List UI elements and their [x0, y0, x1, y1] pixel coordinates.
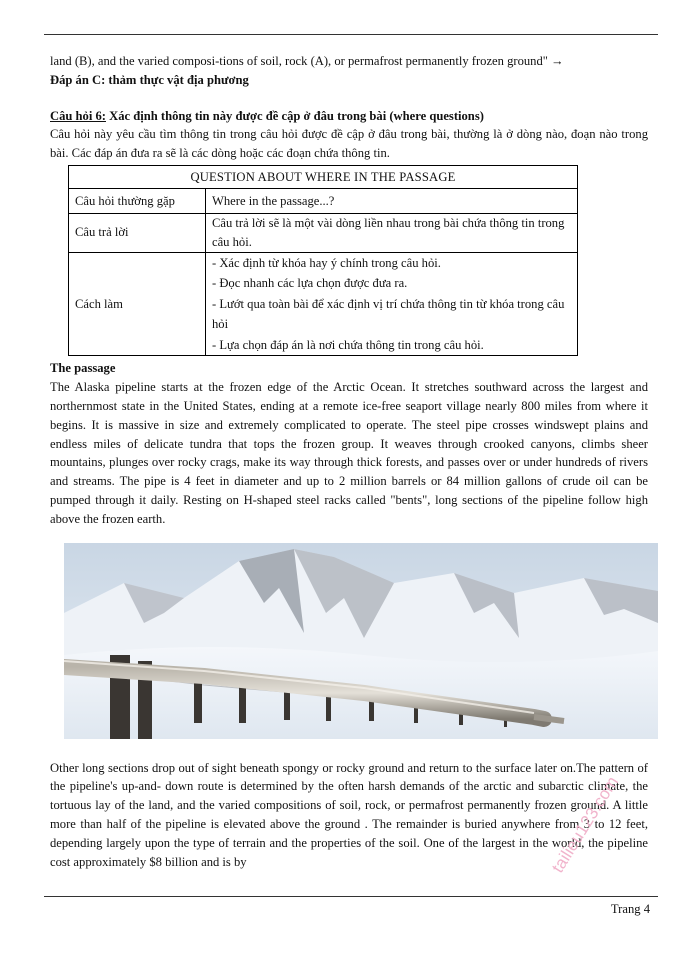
table-row — [69, 252, 578, 356]
step-item: - Lướt qua toàn bài để xác định vị trí chứa thông tin từ khóa trong câu hỏi — [212, 296, 565, 332]
pipeline-illustration — [64, 543, 658, 739]
answer-line: Đáp án C: thảm thực vật địa phương — [50, 72, 249, 87]
row-content: Where in the passage...? — [206, 188, 578, 213]
question-title: Xác định thông tin này được đề cập ở đâu trong bài (where questions) — [105, 108, 484, 123]
step-item: - Lựa chọn đáp án là nơi chứa thông tin trong câu hỏi. — [212, 337, 484, 352]
step-item: - Xác định từ khóa hay ý chính trong câu hỏi. — [212, 255, 441, 270]
passage-paragraph-2: Other long sections drop out of sight beneath spongy or rocky ground and return to the surface later on.The pattern of the pipeline's up-and- down route is determined by the often harsh demands of the arctic and subarctic climate, the tortuous lay of the land, and the varied compositions of soil, rock, or permafrost permanently frozen ground. A little more than half of the pipeline is elevated above the ground . The remainder is buried anywhere from 3 to 12 feet, depending largely upon the type of terrain and the properties of the soil. One of the largest in the world, the pipeline cost approximately $8 billion and is by — [50, 760, 648, 869]
pipeline-photo — [64, 543, 658, 739]
question-heading — [50, 107, 648, 126]
watermark-text: tailieu123.com — [548, 773, 623, 877]
question-label: Câu hỏi 6: — [50, 108, 106, 123]
passage-paragraph-1: The Alaska pipeline starts at the frozen edge of the Arctic Ocean. It stretches southward across the largest and northernmost state in the United States, ending at a remote ice-free seaport village nearly 800 miles from where it begins. It is massive in size and extremely complicated to operate. The steel pipe crosses windswept plains and endless miles of delicate tundra that tops the frozen group. It weaves through crooked canyons, climbs sheer mountains, plunges over rocky crags, make its way through thick forests, and passes over or under hundreds of rivers and streams. The pipe is 4 feet in diameter and up to 2 million barrels or 84 million gallons of crude oil can be pumped through it daily. Resting on H-shaped steel racks called "bents", long sections of the pipeline follow high above the frozen earth. — [50, 380, 648, 526]
row-label: Cách làm — [69, 252, 206, 356]
where-question-table — [68, 165, 578, 357]
continued-text: land (B), and the varied composi-tions of soil, rock (A), or permafrost permanently frozen ground" → — [50, 54, 564, 68]
page-content — [50, 52, 648, 871]
row-label: Câu hỏi thường gặp — [69, 188, 206, 213]
passage-title: The passage — [50, 361, 116, 376]
table-row — [69, 188, 578, 213]
question-description: Câu hỏi này yêu cầu tìm thông tin trong câu hỏi được đề cập ở đâu trong bài, thường là ở dòng nào, đoạn nào trong bài. Các đáp án đưa ra sẽ là các dòng hoặc các đoạn chứa thông tin. — [50, 127, 648, 161]
table-header: QUESTION ABOUT WHERE IN THE PASSAGE — [69, 165, 578, 188]
row-steps — [206, 252, 578, 356]
row-content: Câu trả lời sẽ là một vài dòng liền nhau trong bài chứa thông tin trong câu hỏi. — [206, 213, 578, 252]
page-number: Trang 4 — [610, 902, 650, 916]
footer-rule — [44, 896, 658, 897]
header-rule — [44, 34, 658, 35]
row-label: Câu trả lời — [69, 213, 206, 252]
step-item: - Đọc nhanh các lựa chọn được đưa ra. — [212, 276, 408, 291]
table-row — [69, 213, 578, 252]
